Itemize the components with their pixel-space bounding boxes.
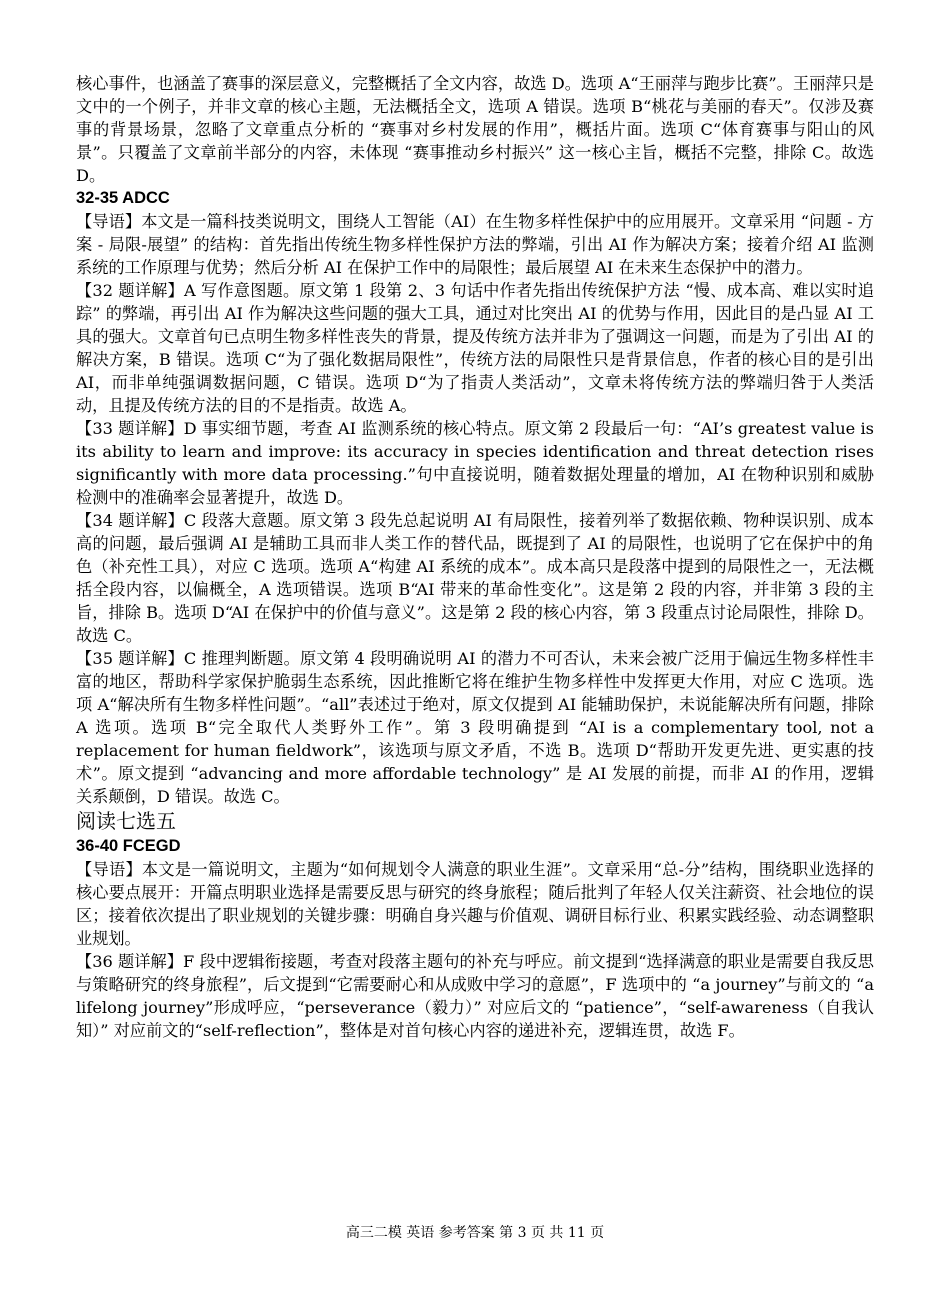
paragraph-31-explanation-continued: 核心事件，也涵盖了赛事的深层意义，完整概括了全文内容，故选 D。选项 A“王丽萍与跑步比赛”。王丽萍只是文中的一个例子，并非文章的核心主题，无法概括全文，选项 A 错误。选项 B“桃花与美丽的春天”。仅涉及赛事的背景场景，忽略了文章重点分析的 “赛事对乡村发展的作用”，概括片面。选项 C“体育赛事与阳山的风景”。只覆盖了文章前半部分的内容，未体现 “赛事推动乡村振兴” 这一核心主旨，概括不完整，排除 C。故选 D。	[76, 74, 874, 185]
answer-header-32-35: 32-35 ADCC	[76, 189, 170, 207]
paragraph-intro-36-40: 【导语】本文是一篇说明文，主题为“如何规划令人满意的职业生涯”。文章采用“总-分”结构，围绕职业选择的核心要点展开：开篇点明职业选择是需要反思与研究的终身旅程；随后批判了年轻人仅关注薪资、社会地位的误区；接着依次提出了职业规划的关键步骤：明确自身兴趣与价值观、调研目标行业、积累实践经验、动态调整职业规划。	[76, 860, 874, 948]
paragraph-intro-32-35: 【导语】本文是一篇科技类说明文，围绕人工智能（AI）在生物多样性保护中的应用展开。文章采用 “问题 - 方案 - 局限-展望” 的结构：首先指出传统生物多样性保护方法的弊端，引出 AI 作为解决方案；接着介绍 AI 监测系统的工作原理与优势；然后分析 AI 在保护工作中的局限性；最后展望 AI 在未来生态保护中的潜力。	[76, 212, 874, 277]
answer-key-page	[76, 72, 874, 1042]
paragraph-q36-explanation: 【36 题详解】F 段中逻辑衔接题，考查对段落主题句的补充与呼应。前文提到“选择满意的职业是需要自我反思与策略研究的终身旅程”，后文提到“它需要耐心和从成败中学习的意愿”，F 选项中的 “a journey”与前文的 “a lifelong journey”形成呼应，“perseverance（毅力）” 对应后文的 “patience”，“self-awareness（自我认知）” 对应前文的“self-reflection”，整体是对首句核心内容的递进补充，逻辑连贯，故选 F。	[76, 952, 874, 1040]
paragraph-q35-explanation: 【35 题详解】C 推理判断题。原文第 4 段明确说明 AI 的潜力不可否认，未来会被广泛用于偏远生物多样性丰富的地区，帮助科学家保护脆弱生态系统，因此推断它将在维护生物多样性中发挥更大作用，对应 C 选项。选项 A“解决所有生物多样性问题”。“all”表述过于绝对，原文仅提到 AI 能辅助保护，未说能解决所有问题，排除 A 选项。选项 B“完全取代人类野外工作”。第 3 段明确提到 “AI is a complementary tool, not a replacement for human fieldwork”，该选项与原文矛盾，不选 B。选项 D“帮助开发更先进、更实惠的技术”。原文提到 “advancing and more affordable technology” 是 AI 发展的前提，而非 AI 的作用，逻辑关系颠倒，D 错误。故选 C。	[76, 649, 874, 806]
answer-header-36-40: 36-40 FCEGD	[76, 837, 181, 855]
paragraph-q32-explanation: 【32 题详解】A 写作意图题。原文第 1 段第 2、3 句话中作者先指出传统保护方法 “慢、成本高、难以实时追踪” 的弊端，再引出 AI 作为解决这些问题的强大工具，通过对比突出 AI 的优势与作用，因此目的是凸显 AI 工具的强大。文章首句已点明生物多样性丧失的背景，提及传统方法并非为了强调这一问题，而是为了引出 AI 的解决方案，B 错误。选项 C“为了强化数据局限性”，传统方法的局限性只是背景信息，作者的核心目的是引出 AI，而非单纯强调数据问题，C 错误。选项 D“为了指责人类活动”，文章未将传统方法的弊端归咎于人类活动，且提及传统方法的目的不是指责。故选 A。	[76, 281, 874, 415]
section-heading-seven-choose-five: 阅读七选五	[76, 811, 176, 833]
page-footer: 高三二模 英语 参考答案 第 3 页 共 11 页	[345, 1225, 605, 1241]
paragraph-q33-explanation: 【33 题详解】D 事实细节题，考查 AI 监测系统的核心特点。原文第 2 段最后一句：“AI’s greatest value is its ability to learn and improve: its accuracy in species identification and threat detection rises significantly with more data processing.”句中直接说明，随着数据处理量的增加，AI 在物种识别和威胁检测中的准确率会显著提升，故选 D。	[76, 419, 874, 507]
paragraph-q34-explanation: 【34 题详解】C 段落大意题。原文第 3 段先总起说明 AI 有局限性，接着列举了数据依赖、物种误识别、成本高的问题，最后强调 AI 是辅助工具而非人类工作的替代品，既提到了 AI 的局限性，也说明了它在保护中的角色（补充性工具），对应 C 选项。选项 A“构建 AI 系统的成本”。成本高只是段落中提到的局限性之一，无法概括全段内容，以偏概全，A 选项错误。选项 B“AI 带来的革命性变化”。这是第 2 段的内容，并非第 3 段的主旨，排除 B。选项 D“AI 在保护中的价值与意义”。这是第 2 段的核心内容，第 3 段重点讨论局限性，排除 D。故选 C。	[76, 511, 874, 645]
